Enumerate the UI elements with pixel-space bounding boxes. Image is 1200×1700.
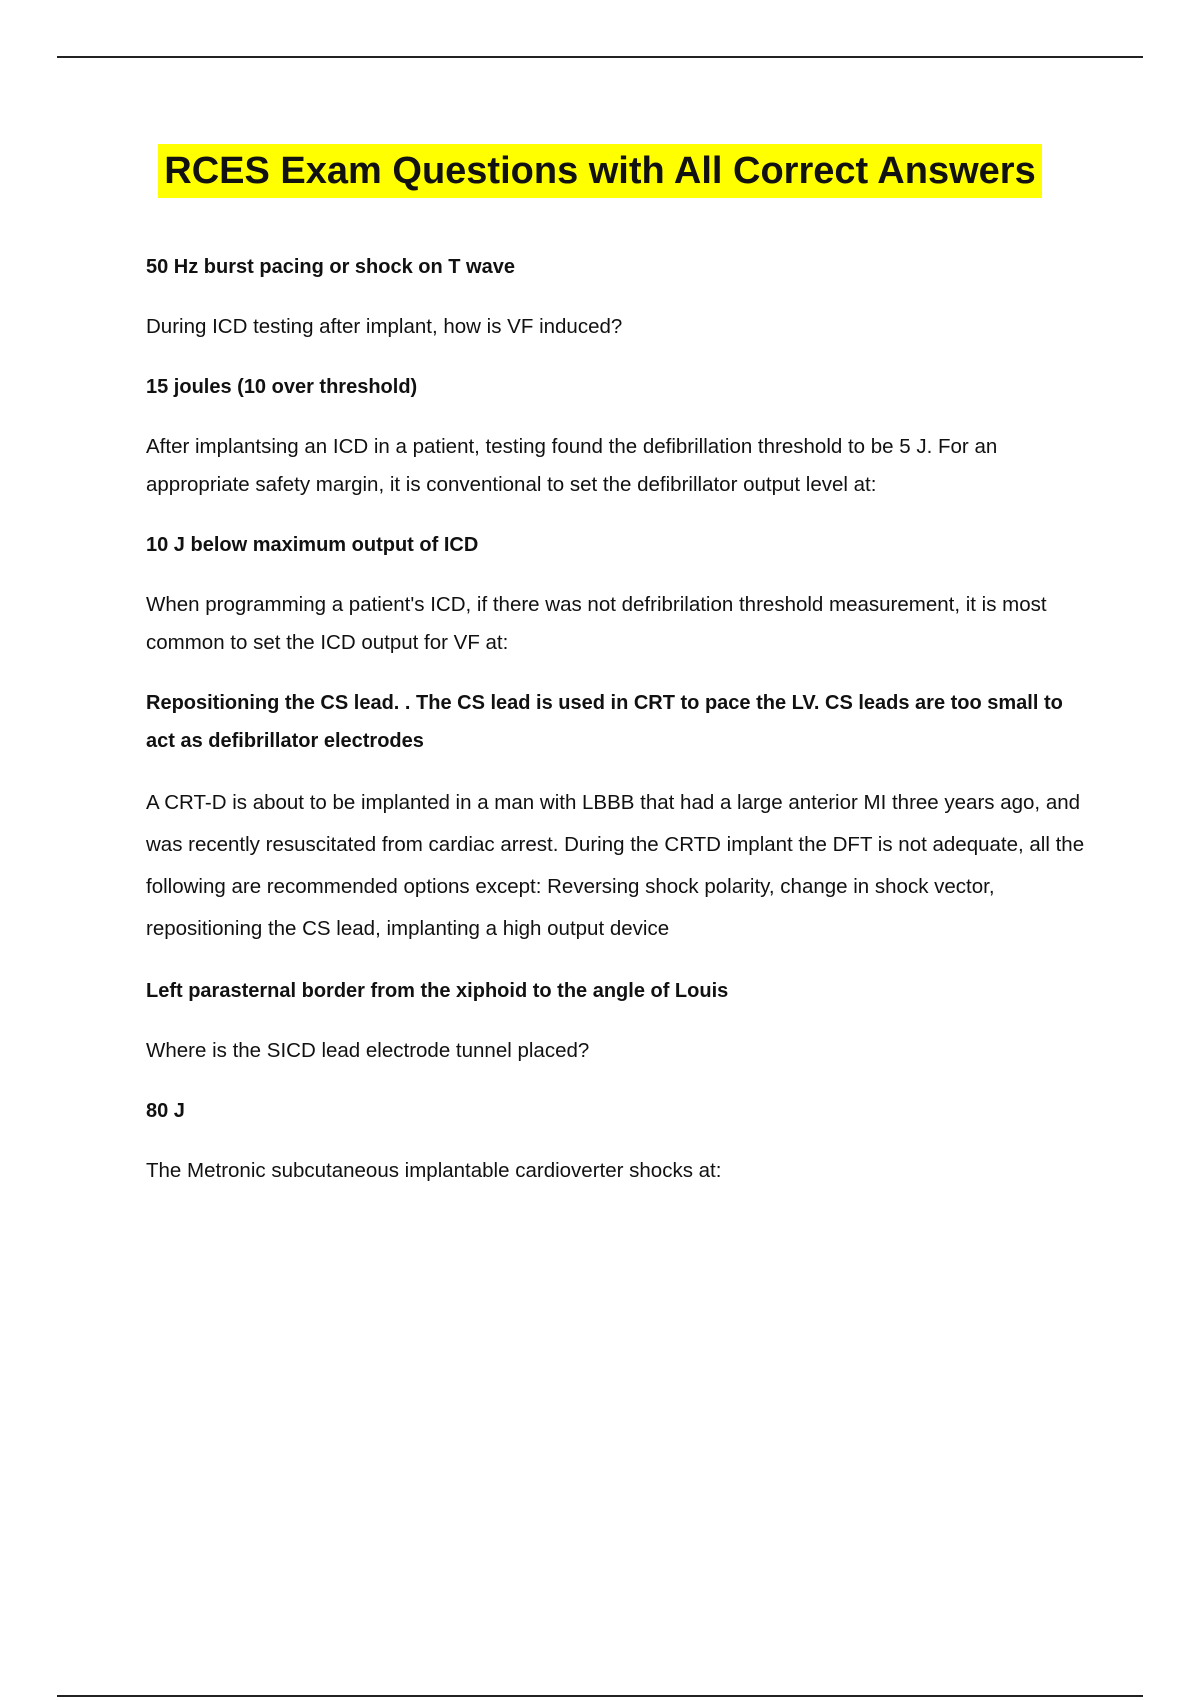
qa-content bbox=[146, 248, 1086, 1212]
answer-text: Repositioning the CS lead. . The CS lead is used in CRT to pace the LV. CS leads are too small to act as defibrillator electrodes bbox=[146, 692, 1063, 752]
answer-text: 15 joules (10 over threshold) bbox=[146, 376, 418, 398]
answer-text: 80 J bbox=[146, 1100, 185, 1122]
qa-item bbox=[146, 248, 1086, 346]
qa-item bbox=[146, 972, 1086, 1070]
header-rule bbox=[57, 56, 1143, 58]
footer-rule bbox=[57, 1695, 1143, 1697]
question-text: Where is the SICD lead electrode tunnel placed? bbox=[146, 1039, 590, 1062]
question-text: A CRT-D is about to be implanted in a man with LBBB that had a large anterior MI three years ago, and was recently resuscitated from cardiac arrest. During the CRTD implant the DFT is not adequate, all the following are recommended options except: Reversing shock polarity, change in shock vector, repositioning the CS lead, implanting a high output device bbox=[146, 791, 1085, 940]
qa-item bbox=[146, 1092, 1086, 1190]
question-text: After implantsing an ICD in a patient, testing found the defibrillation threshold to be 5 J. For an appropriate safety margin, it is conventional to set the defibrillator output level at: bbox=[146, 435, 998, 496]
question-text: During ICD testing after implant, how is VF induced? bbox=[146, 315, 623, 338]
question-text: When programming a patient's ICD, if there was not defribrilation threshold measurement, it is most common to set the ICD output for VF at: bbox=[146, 593, 1047, 654]
qa-item bbox=[146, 526, 1086, 662]
document-title: RCES Exam Questions with All Correct Answers bbox=[158, 144, 1041, 198]
title-container bbox=[0, 144, 1200, 198]
answer-text: Left parasternal border from the xiphoid to the angle of Louis bbox=[146, 980, 729, 1002]
answer-text: 50 Hz burst pacing or shock on T wave bbox=[146, 256, 515, 278]
qa-item bbox=[146, 684, 1086, 950]
question-text: The Metronic subcutaneous implantable cardioverter shocks at: bbox=[146, 1159, 722, 1182]
answer-text: 10 J below maximum output of ICD bbox=[146, 534, 479, 556]
qa-item bbox=[146, 368, 1086, 504]
